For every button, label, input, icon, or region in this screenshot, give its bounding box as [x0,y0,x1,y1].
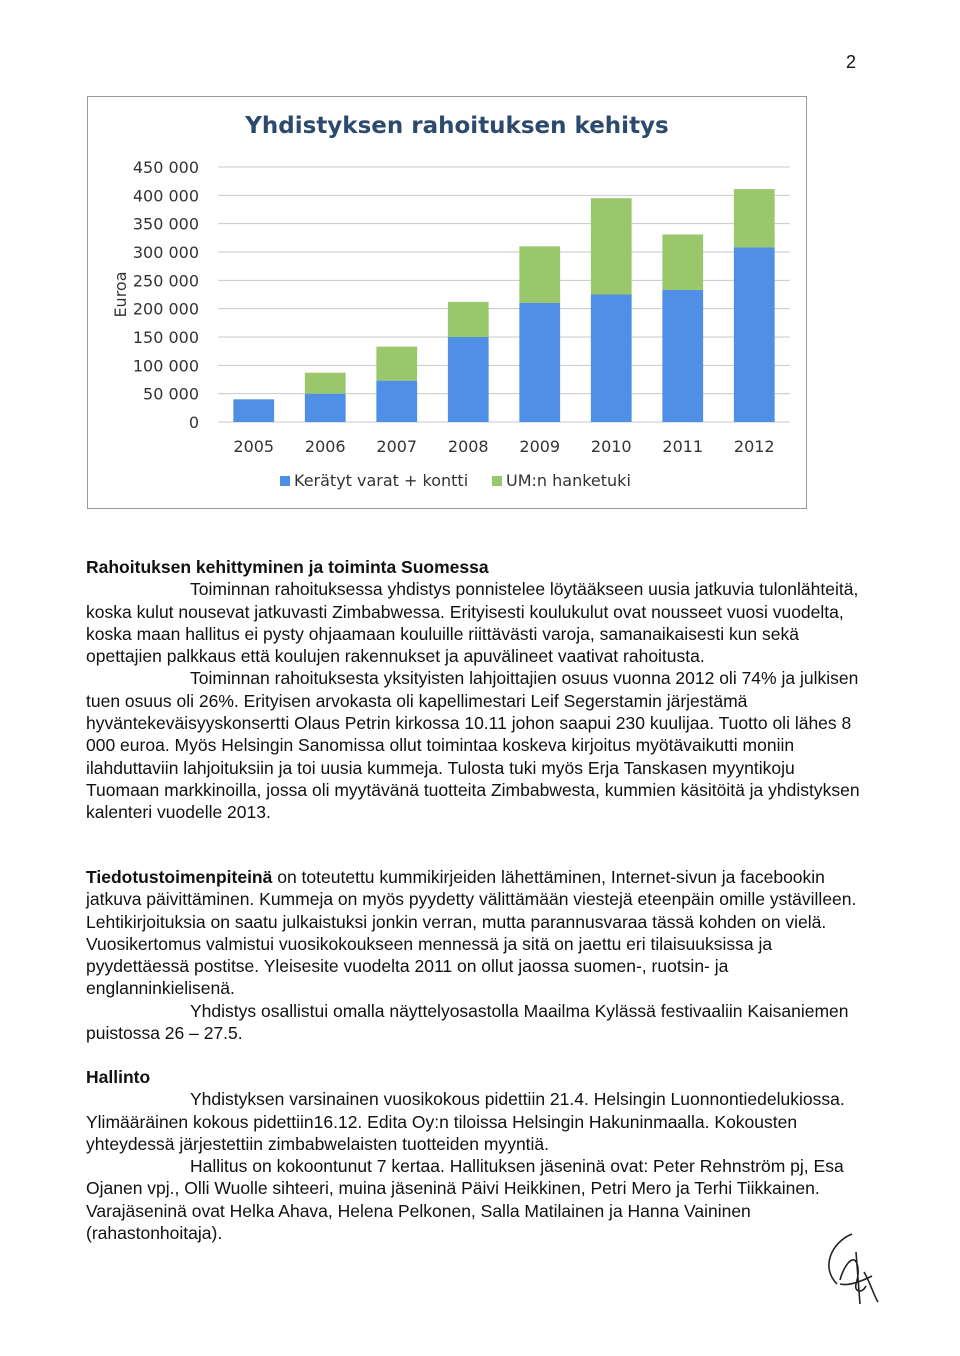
legend-label: UM:n hanketuki [506,471,631,490]
paragraph [86,866,866,1000]
y-tick-label: 50 000 [143,384,199,404]
y-tick-label: 100 000 [132,356,199,376]
bar-grant [376,347,417,381]
bar-collected [448,337,489,422]
x-tick-label: 2012 [733,437,775,456]
bar-collected [376,381,417,422]
x-tick-label: 2010 [590,437,632,456]
paragraph: Hallitus on kokoontunut 7 kertaa. Hallituksen jäseninä ovat: Peter Rehnström pj, Esa Ojanen vpj., Olli Wuolle sihteeri, muina jäseninä Päivi Heikkinen, Petri Mero ja Terhi Tiikkainen. Varajäseninä ovat Helka Ahava, Helena Pelkonen, Salla Matilainen ja Hanna Vaininen (rahastonhoitaja). [86,1156,844,1244]
legend-label: Kerätyt varat + kontti [294,471,469,490]
x-tick-label: 2006 [304,437,346,456]
x-tick-label: 2008 [447,437,489,456]
x-tick-label: 2011 [662,437,704,456]
paragraph: Yhdistyksen varsinainen vuosikokous pidettiin 21.4. Helsingin Luonnontiedelukiossa. Ylimääräinen kokous pidettiin16.12. Edita Oy:n tiloissa Helsingin Hakuninmaalla. Kokousten yhteydessä järjestettiin zimbabwelaisten tuotteiden myyntiä. [86,1089,845,1154]
y-tick-label: 400 000 [132,186,199,206]
legend-swatch [492,476,502,486]
chart-title: Yhdistyksen rahoituksen kehitys [245,113,669,139]
section-heading: Hallinto [86,1067,151,1087]
bar-collected [233,399,274,422]
bar-grant [519,246,560,303]
y-axis-label: Euroa [111,271,130,318]
section-heading: Rahoituksen kehittyminen ja toiminta Suomessa [86,557,489,577]
y-tick-label: 200 000 [132,299,199,319]
bar-collected [591,295,632,423]
bar-collected [519,303,560,422]
bar-grant [591,198,632,294]
bar-grant [448,302,489,337]
y-tick-label: 150 000 [132,328,199,347]
section-administration [86,1066,866,1244]
paragraph: Yhdistys osallistui omalla näyttelyosastolla Maailma Kylässä festivaaliin Kaisaniemen puistossa 26 – 27.5. [86,1000,849,1044]
paragraph-text: on toteutettu kummikirjeiden lähettäminen, Internet-sivun ja facebookin jatkuva päivittäminen. Kummeja on myös pyydetty välittämään viestejä eteenpäin omille ystävilleen. Lehtikirjoituksia on saatu julkaistuksi jonkin verran, mutta parannusvaraa tässä kohden on vielä. Vuosikertomus valmistui vuosikokoukseen mennessä ja sitä on jaettu eri tilaisuuksissa ja pyydettäessä postitse. Yleisesite vuodelta 2011 on ollut jaossa suomen-, ruotsin- ja englanninkielisenä. [86,867,857,999]
y-tick-label: 450 000 [132,158,199,177]
bar-grant [305,373,346,394]
y-tick-label: 0 [188,413,199,432]
legend-swatch [280,476,290,486]
signature-initials [812,1222,892,1312]
paragraph: Toiminnan rahoituksesta yksityisten lahjoittajien osuus vuonna 2012 oli 74% ja julkisen tuen osuus oli 26%. Erityisen arvokasta oli kapellimestari Leif Segerstamin järjestämä hyväntekeväisyyskonsertti Olaus Petrin kirkossa 10.11 johon saapui 230 kuulijaa. Tuotto oli lähes 8 000 euroa. Myös Helsingin Sanomissa ollut toimintaa koskeva kirjoitus myötävaikutti moniin ilahduttaviin lahjoituksiin ja toi uusia kummeja. Tulosta tuki myös Erja Tanskasen myyntikoju Tuomaan markkinoilla, jossa oli myytävänä tuotteita Zimbabwesta, kummien käsitöitä ja yhdistyksen kalenteri vuodelle 2013. [86,668,860,823]
y-tick-label: 350 000 [132,214,199,234]
section-funding [86,556,866,824]
bar-collected [734,247,775,422]
page-number: 2 [846,52,857,72]
funding-chart [87,96,807,509]
bar-collected [305,394,346,422]
x-tick-label: 2007 [376,437,418,456]
bar-grant [734,189,775,247]
y-tick-label: 300 000 [132,243,199,262]
x-tick-label: 2005 [233,437,275,456]
bar-collected [662,290,703,422]
inline-heading: Tiedotustoimenpiteinä [86,867,273,887]
x-tick-label: 2009 [519,437,561,456]
y-tick-label: 250 000 [132,271,199,291]
paragraph: Toiminnan rahoituksessa yhdistys ponnistelee löytääkseen uusia jatkuvia tulonlähteitä, koska kulut nousevat jatkuvasti Zimbabwessa. Erityisesti koulukulut ovat nousseet vuosi vuodelta, koska maan hallitus ei pysty ohjaamaan kouluille riittävästi varoja, samanaikaisesti kun sekä opettajien palkkaus että koulujen rakennukset ja apuvälineet vaativat rahoitusta. [86,579,859,667]
section-communications [86,866,866,1044]
bar-grant [662,234,703,290]
chart-plot [88,97,808,510]
